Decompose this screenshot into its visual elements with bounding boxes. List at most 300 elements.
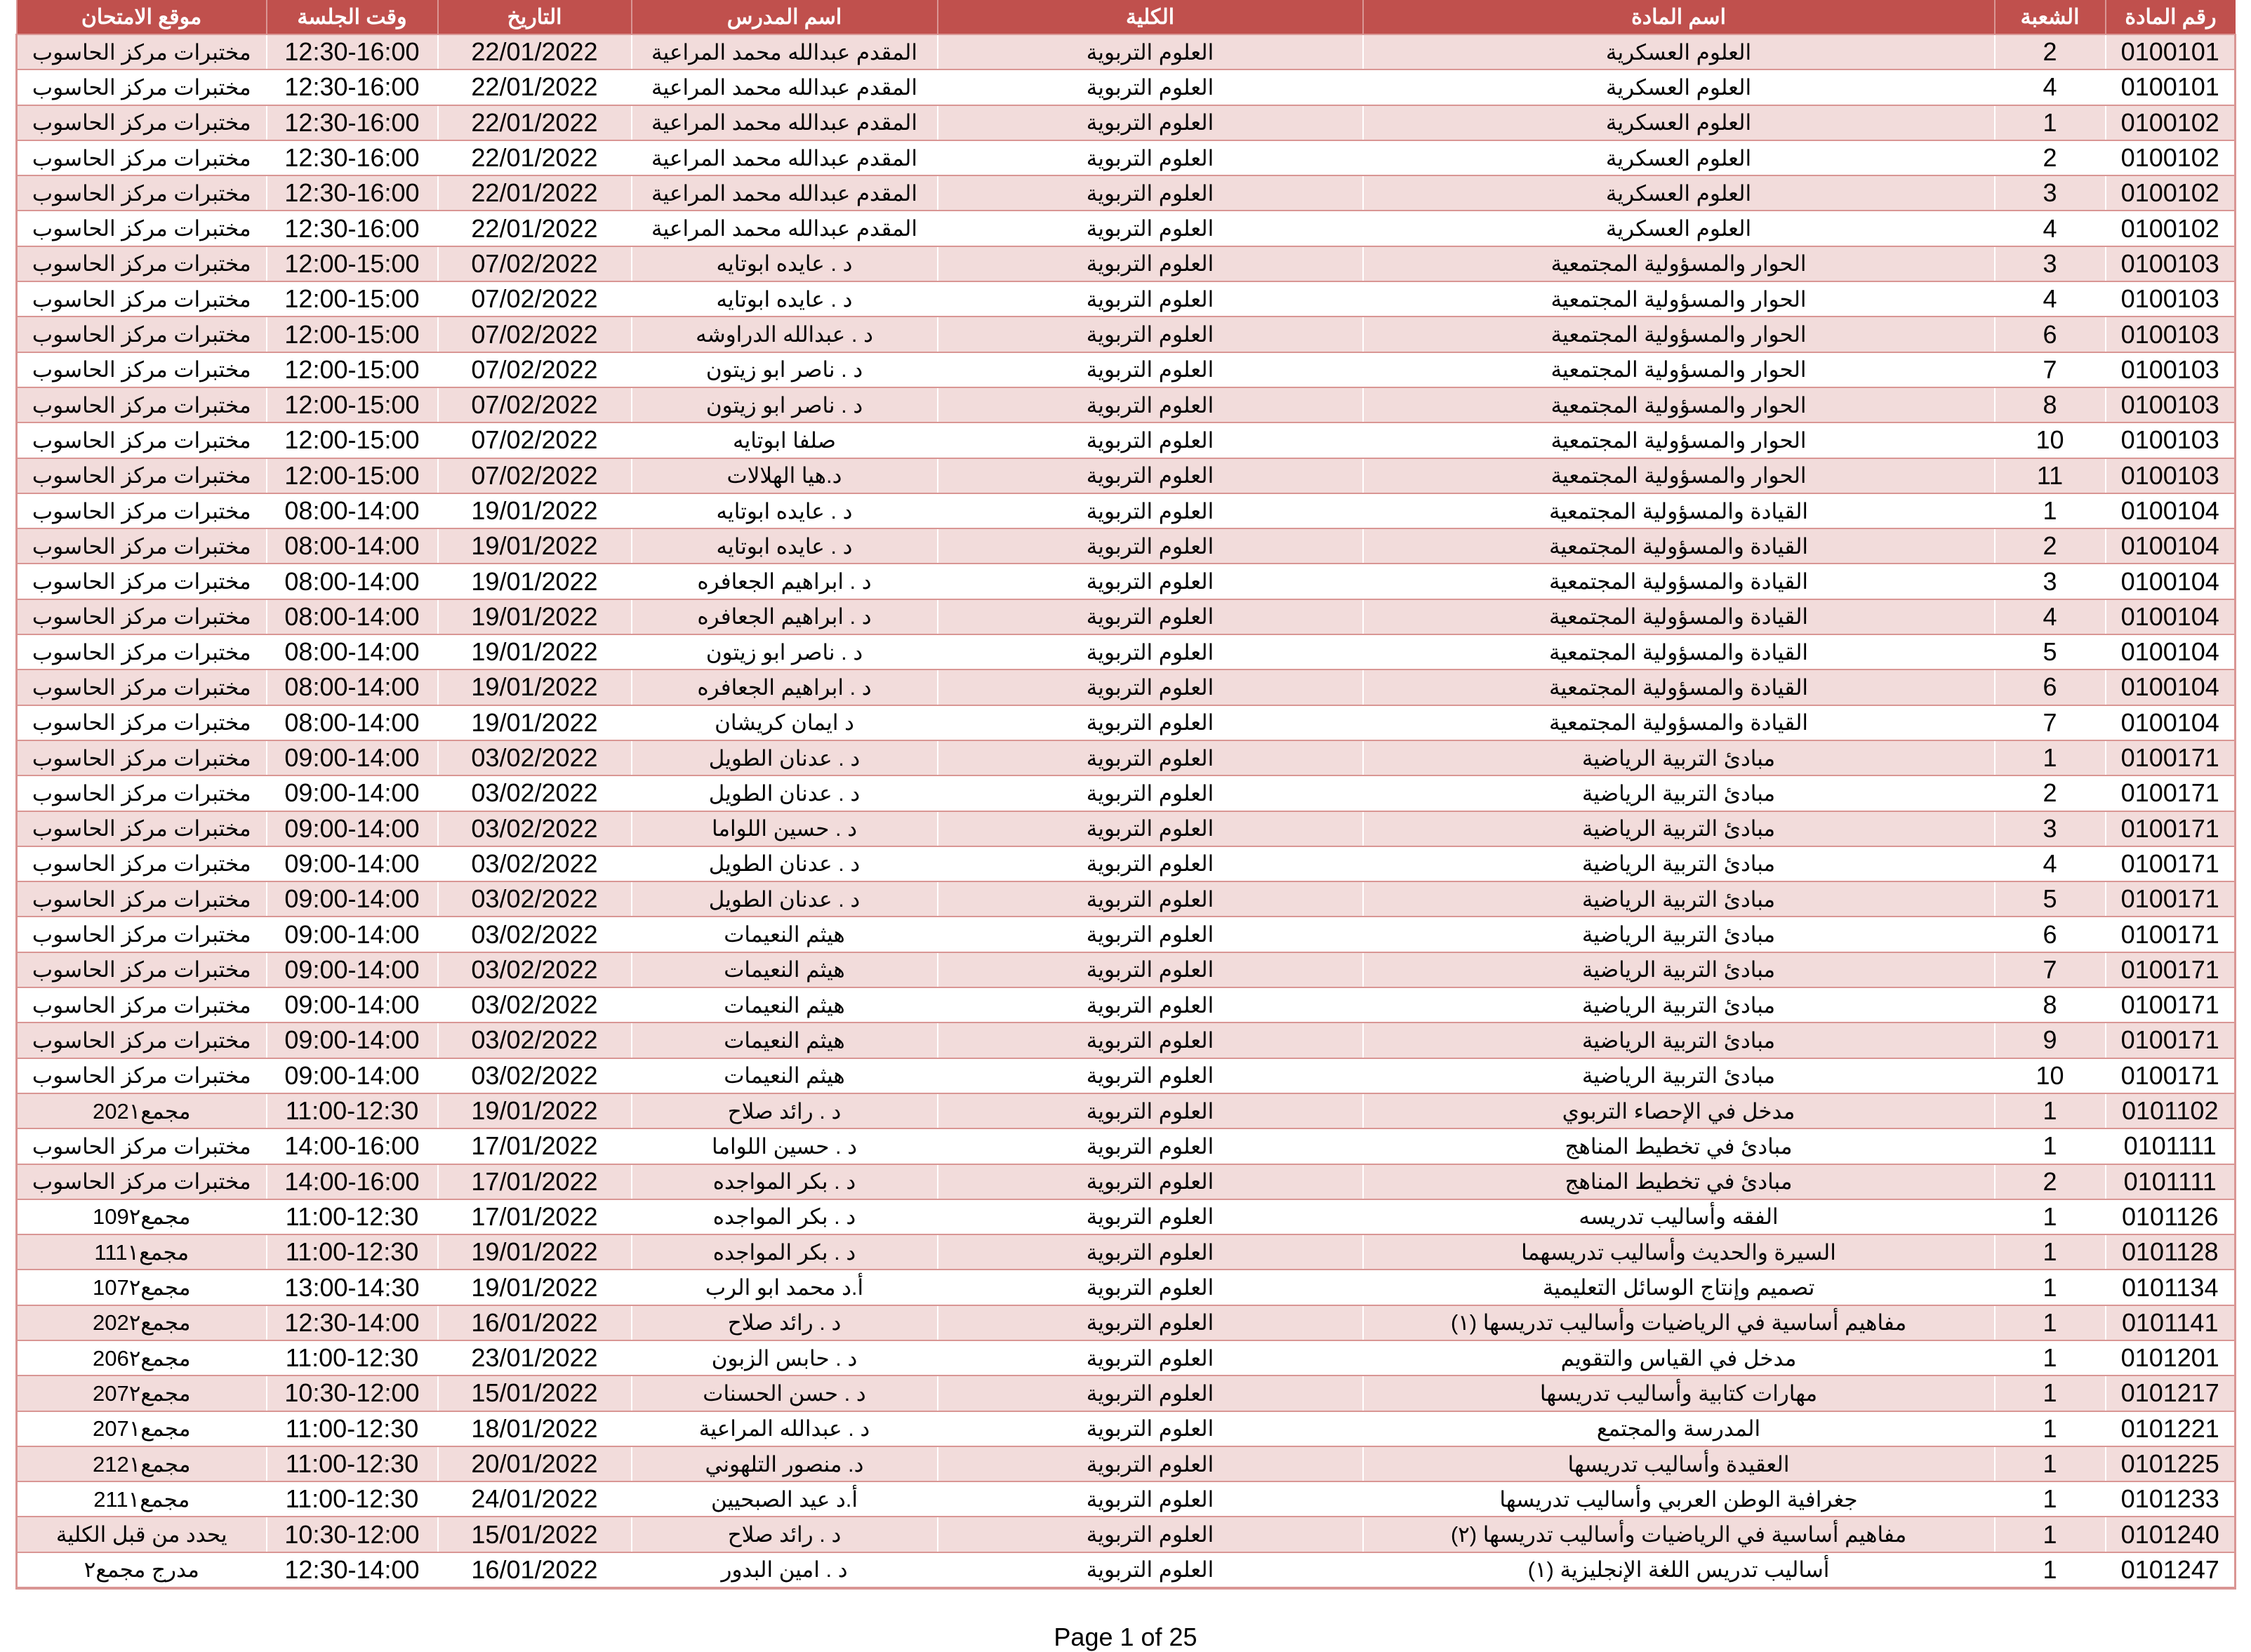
header-row — [17, 0, 2236, 34]
table-row — [17, 564, 2236, 599]
cell-code: 0101128 — [2106, 1234, 2236, 1270]
table-row — [17, 105, 2236, 140]
table-body — [17, 34, 2236, 1588]
cell-teacher: المقدم عبدالله محمد المراعية — [632, 211, 938, 246]
cell-location: مختبرات مركز الحاسوب — [17, 846, 267, 881]
cell-date: 07/02/2022 — [438, 422, 632, 458]
cell-date: 22/01/2022 — [438, 175, 632, 211]
table-row — [17, 1128, 2236, 1164]
cell-subject: مبادئ التربية الرياضية — [1363, 917, 1995, 952]
cell-college: العلوم التربوية — [938, 740, 1363, 775]
cell-section: 7 — [1995, 952, 2106, 987]
cell-section: 1 — [1995, 1552, 2106, 1588]
cell-college: العلوم التربوية — [938, 1270, 1363, 1305]
cell-date: 24/01/2022 — [438, 1481, 632, 1517]
cell-teacher: صلفا ابوتايه — [632, 422, 938, 458]
cell-location: مختبرات مركز الحاسوب — [17, 105, 267, 140]
cell-college: العلوم التربوية — [938, 140, 1363, 175]
cell-time: 11:00-12:30 — [267, 1340, 438, 1375]
cell-subject: الحوار والمسؤولية المجتمعية — [1363, 352, 1995, 387]
cell-college: العلوم التربوية — [938, 1128, 1363, 1164]
cell-code: 0101111 — [2106, 1164, 2236, 1199]
header-subject: اسم المادة — [1363, 0, 1995, 34]
cell-college: العلوم التربوية — [938, 1058, 1363, 1093]
cell-time: 12:00-15:00 — [267, 281, 438, 317]
cell-code: 0101134 — [2106, 1270, 2236, 1305]
cell-subject: جغرافية الوطن العربي وأساليب تدريسها — [1363, 1481, 1995, 1517]
cell-date: 19/01/2022 — [438, 634, 632, 670]
cell-time: 11:00-12:30 — [267, 1411, 438, 1446]
cell-code: 0101225 — [2106, 1446, 2236, 1481]
cell-code: 0100104 — [2106, 528, 2236, 564]
table-row — [17, 1058, 2236, 1093]
cell-code: 0100101 — [2106, 34, 2236, 69]
cell-college: العلوم التربوية — [938, 528, 1363, 564]
cell-date: 03/02/2022 — [438, 846, 632, 881]
cell-date: 07/02/2022 — [438, 352, 632, 387]
table-row — [17, 69, 2236, 105]
cell-college: العلوم التربوية — [938, 599, 1363, 634]
cell-location: 202مجمع١ — [17, 1093, 267, 1128]
cell-subject: مدخل في القياس والتقويم — [1363, 1340, 1995, 1375]
table-row — [17, 458, 2236, 493]
cell-location: مختبرات مركز الحاسوب — [17, 670, 267, 705]
cell-subject: مبادئ التربية الرياضية — [1363, 846, 1995, 881]
cell-subject: مبادئ التربية الرياضية — [1363, 881, 1995, 917]
cell-section: 1 — [1995, 1517, 2106, 1552]
cell-college: العلوم التربوية — [938, 1199, 1363, 1234]
cell-college: العلوم التربوية — [938, 564, 1363, 599]
cell-college: العلوم التربوية — [938, 917, 1363, 952]
cell-code: 0100103 — [2106, 422, 2236, 458]
cell-college: العلوم التربوية — [938, 811, 1363, 846]
cell-code: 0100103 — [2106, 246, 2236, 281]
table-row — [17, 775, 2236, 811]
cell-date: 03/02/2022 — [438, 811, 632, 846]
cell-location: مختبرات مركز الحاسوب — [17, 917, 267, 952]
cell-college: العلوم التربوية — [938, 211, 1363, 246]
table-row — [17, 317, 2236, 352]
table-row — [17, 493, 2236, 528]
cell-location: 211مجمع١ — [17, 1481, 267, 1517]
cell-college: العلوم التربوية — [938, 1022, 1363, 1058]
cell-date: 07/02/2022 — [438, 281, 632, 317]
cell-subject: مبادئ التربية الرياضية — [1363, 1058, 1995, 1093]
cell-section: 1 — [1995, 493, 2106, 528]
table-row — [17, 881, 2236, 917]
cell-section: 1 — [1995, 740, 2106, 775]
cell-section: 6 — [1995, 670, 2106, 705]
table-row — [17, 1234, 2236, 1270]
cell-code: 0100171 — [2106, 987, 2236, 1022]
cell-subject: تصميم وإنتاج الوسائل التعليمية — [1363, 1270, 1995, 1305]
cell-subject: مهارات كتابية وأساليب تدريسها — [1363, 1375, 1995, 1411]
cell-date: 17/01/2022 — [438, 1164, 632, 1199]
table-row — [17, 599, 2236, 634]
cell-date: 19/01/2022 — [438, 1093, 632, 1128]
cell-location: مختبرات مركز الحاسوب — [17, 1128, 267, 1164]
cell-time: 12:30-14:00 — [267, 1305, 438, 1340]
cell-location: مختبرات مركز الحاسوب — [17, 458, 267, 493]
cell-subject: الحوار والمسؤولية المجتمعية — [1363, 281, 1995, 317]
cell-code: 0100102 — [2106, 105, 2236, 140]
table-row — [17, 1446, 2236, 1481]
cell-code: 0100102 — [2106, 211, 2236, 246]
cell-time: 08:00-14:00 — [267, 705, 438, 740]
cell-code: 0100104 — [2106, 599, 2236, 634]
cell-section: 4 — [1995, 599, 2106, 634]
cell-teacher: هيثم النعيمات — [632, 1022, 938, 1058]
table-row — [17, 811, 2236, 846]
cell-section: 3 — [1995, 246, 2106, 281]
cell-teacher: د . ابراهيم الجعافره — [632, 670, 938, 705]
table-row — [17, 528, 2236, 564]
cell-location: مختبرات مركز الحاسوب — [17, 528, 267, 564]
cell-section: 9 — [1995, 1022, 2106, 1058]
cell-time: 09:00-14:00 — [267, 987, 438, 1022]
cell-date: 22/01/2022 — [438, 105, 632, 140]
cell-date: 16/01/2022 — [438, 1552, 632, 1588]
cell-subject: مفاهيم أساسية في الرياضيات وأساليب تدريسها (٢) — [1363, 1517, 1995, 1552]
table-row — [17, 705, 2236, 740]
cell-date: 03/02/2022 — [438, 952, 632, 987]
cell-time: 12:00-15:00 — [267, 352, 438, 387]
cell-subject: العلوم العسكرية — [1363, 211, 1995, 246]
cell-subject: الفقه وأساليب تدريسه — [1363, 1199, 1995, 1234]
cell-time: 12:00-15:00 — [267, 387, 438, 422]
header-time: وقت الجلسة — [267, 0, 438, 34]
cell-section: 10 — [1995, 422, 2106, 458]
cell-time: 09:00-14:00 — [267, 846, 438, 881]
cell-teacher: المقدم عبدالله محمد المراعية — [632, 175, 938, 211]
header-college: الكلية — [938, 0, 1363, 34]
cell-time: 09:00-14:00 — [267, 740, 438, 775]
cell-college: العلوم التربوية — [938, 987, 1363, 1022]
cell-teacher: د.هيا الهلالات — [632, 458, 938, 493]
cell-time: 12:30-16:00 — [267, 211, 438, 246]
cell-code: 0100171 — [2106, 952, 2236, 987]
cell-code: 0100104 — [2106, 493, 2236, 528]
header-section: الشعبة — [1995, 0, 2106, 34]
cell-section: 7 — [1995, 705, 2106, 740]
cell-time: 12:00-15:00 — [267, 317, 438, 352]
table-row — [17, 1270, 2236, 1305]
cell-location: مختبرات مركز الحاسوب — [17, 952, 267, 987]
cell-college: العلوم التربوية — [938, 881, 1363, 917]
cell-college: العلوم التربوية — [938, 352, 1363, 387]
cell-time: 11:00-12:30 — [267, 1234, 438, 1270]
header-code: رقم المادة — [2106, 0, 2236, 34]
cell-location: مختبرات مركز الحاسوب — [17, 599, 267, 634]
cell-section: 5 — [1995, 634, 2106, 670]
cell-college: العلوم التربوية — [938, 846, 1363, 881]
cell-teacher: د ايمان كريشان — [632, 705, 938, 740]
cell-teacher: هيثم النعيمات — [632, 952, 938, 987]
cell-date: 07/02/2022 — [438, 387, 632, 422]
cell-section: 8 — [1995, 987, 2106, 1022]
cell-date: 03/02/2022 — [438, 881, 632, 917]
cell-college: العلوم التربوية — [938, 1552, 1363, 1588]
cell-date: 19/01/2022 — [438, 705, 632, 740]
cell-teacher: د . عدنان الطويل — [632, 881, 938, 917]
cell-subject: أساليب تدريس اللغة الإنجليزية (١) — [1363, 1552, 1995, 1588]
cell-subject: مبادئ التربية الرياضية — [1363, 775, 1995, 811]
cell-subject: مدخل في الإحصاء التربوي — [1363, 1093, 1995, 1128]
cell-section: 8 — [1995, 387, 2106, 422]
cell-subject: المدرسة والمجتمع — [1363, 1411, 1995, 1446]
cell-college: العلوم التربوية — [938, 69, 1363, 105]
cell-date: 03/02/2022 — [438, 917, 632, 952]
header-location: موقع الامتحان — [17, 0, 267, 34]
cell-code: 0101201 — [2106, 1340, 2236, 1375]
cell-section: 1 — [1995, 1305, 2106, 1340]
cell-college: العلوم التربوية — [938, 281, 1363, 317]
cell-location: مختبرات مركز الحاسوب — [17, 140, 267, 175]
cell-date: 17/01/2022 — [438, 1128, 632, 1164]
cell-subject: العلوم العسكرية — [1363, 140, 1995, 175]
cell-location: مختبرات مركز الحاسوب — [17, 69, 267, 105]
cell-teacher: المقدم عبدالله محمد المراعية — [632, 140, 938, 175]
cell-subject: مبادئ التربية الرياضية — [1363, 1022, 1995, 1058]
cell-section: 3 — [1995, 811, 2106, 846]
cell-subject: القيادة والمسؤولية المجتمعية — [1363, 493, 1995, 528]
cell-section: 1 — [1995, 1340, 2106, 1375]
cell-section: 1 — [1995, 1481, 2106, 1517]
cell-location: مختبرات مركز الحاسوب — [17, 211, 267, 246]
cell-time: 09:00-14:00 — [267, 775, 438, 811]
cell-date: 17/01/2022 — [438, 1199, 632, 1234]
cell-code: 0101240 — [2106, 1517, 2236, 1552]
table-row — [17, 952, 2236, 987]
cell-section: 6 — [1995, 917, 2106, 952]
cell-date: 19/01/2022 — [438, 1234, 632, 1270]
cell-teacher: د . ناصر ابو زيتون — [632, 352, 938, 387]
table-row — [17, 740, 2236, 775]
table-row — [17, 387, 2236, 422]
table-row — [17, 1305, 2236, 1340]
cell-date: 07/02/2022 — [438, 458, 632, 493]
cell-section: 10 — [1995, 1058, 2106, 1093]
cell-time: 12:30-14:00 — [267, 1552, 438, 1588]
cell-section: 4 — [1995, 846, 2106, 881]
cell-subject: العلوم العسكرية — [1363, 34, 1995, 69]
cell-date: 07/02/2022 — [438, 317, 632, 352]
table-row — [17, 1375, 2236, 1411]
cell-college: العلوم التربوية — [938, 1093, 1363, 1128]
cell-location: مختبرات مركز الحاسوب — [17, 634, 267, 670]
cell-date: 22/01/2022 — [438, 34, 632, 69]
cell-time: 12:30-16:00 — [267, 175, 438, 211]
cell-college: العلوم التربوية — [938, 458, 1363, 493]
cell-code: 0101217 — [2106, 1375, 2236, 1411]
cell-code: 0100171 — [2106, 846, 2236, 881]
cell-location: 202مجمع٢ — [17, 1305, 267, 1340]
cell-college: العلوم التربوية — [938, 705, 1363, 740]
cell-college: العلوم التربوية — [938, 1340, 1363, 1375]
cell-time: 12:30-16:00 — [267, 105, 438, 140]
cell-date: 18/01/2022 — [438, 1411, 632, 1446]
cell-college: العلوم التربوية — [938, 1517, 1363, 1552]
cell-time: 14:00-16:00 — [267, 1164, 438, 1199]
exam-schedule-table — [15, 0, 2236, 1590]
cell-code: 0100103 — [2106, 352, 2236, 387]
cell-code: 0100102 — [2106, 140, 2236, 175]
cell-code: 0100171 — [2106, 1058, 2236, 1093]
cell-college: العلوم التربوية — [938, 952, 1363, 987]
cell-date: 19/01/2022 — [438, 670, 632, 705]
table-row — [17, 1411, 2236, 1446]
cell-code: 0100171 — [2106, 740, 2236, 775]
cell-teacher: د . عايده ابوتايه — [632, 493, 938, 528]
cell-time: 11:00-12:30 — [267, 1093, 438, 1128]
cell-location: مختبرات مركز الحاسوب — [17, 34, 267, 69]
cell-location: مختبرات مركز الحاسوب — [17, 987, 267, 1022]
cell-teacher: د. منصور التلهوني — [632, 1446, 938, 1481]
cell-teacher: د . عبدالله الدراوشه — [632, 317, 938, 352]
cell-date: 15/01/2022 — [438, 1375, 632, 1411]
cell-teacher: د . رائد صلاح — [632, 1305, 938, 1340]
cell-code: 0100171 — [2106, 811, 2236, 846]
cell-location: مختبرات مركز الحاسوب — [17, 493, 267, 528]
cell-section: 1 — [1995, 1270, 2106, 1305]
cell-subject: مبادئ في تخطيط المناهج — [1363, 1164, 1995, 1199]
cell-subject: العقيدة وأساليب تدريسها — [1363, 1446, 1995, 1481]
cell-teacher: د . عدنان الطويل — [632, 740, 938, 775]
cell-date: 03/02/2022 — [438, 740, 632, 775]
cell-location: 107مجمع٢ — [17, 1270, 267, 1305]
cell-teacher: د . عدنان الطويل — [632, 846, 938, 881]
cell-subject: الحوار والمسؤولية المجتمعية — [1363, 422, 1995, 458]
cell-subject: العلوم العسكرية — [1363, 105, 1995, 140]
cell-section: 6 — [1995, 317, 2106, 352]
cell-college: العلوم التربوية — [938, 634, 1363, 670]
cell-location: مختبرات مركز الحاسوب — [17, 246, 267, 281]
cell-teacher: د . حابس الزبون — [632, 1340, 938, 1375]
cell-date: 22/01/2022 — [438, 211, 632, 246]
table-row — [17, 281, 2236, 317]
cell-location: 207مجمع١ — [17, 1411, 267, 1446]
cell-teacher: هيثم النعيمات — [632, 1058, 938, 1093]
cell-location: مختبرات مركز الحاسوب — [17, 387, 267, 422]
cell-location: 109مجمع٢ — [17, 1199, 267, 1234]
cell-section: 1 — [1995, 1093, 2106, 1128]
cell-section: 3 — [1995, 175, 2106, 211]
cell-teacher: د . عدنان الطويل — [632, 775, 938, 811]
cell-subject: القيادة والمسؤولية المجتمعية — [1363, 634, 1995, 670]
cell-college: العلوم التربوية — [938, 387, 1363, 422]
cell-subject: مبادئ في تخطيط المناهج — [1363, 1128, 1995, 1164]
table-row — [17, 211, 2236, 246]
table-row — [17, 246, 2236, 281]
page-number: Page 1 of 25 — [1054, 1623, 1197, 1651]
cell-time: 08:00-14:00 — [267, 599, 438, 634]
cell-code: 0101102 — [2106, 1093, 2236, 1128]
cell-time: 12:00-15:00 — [267, 246, 438, 281]
cell-date: 03/02/2022 — [438, 1058, 632, 1093]
cell-code: 0101233 — [2106, 1481, 2236, 1517]
cell-college: العلوم التربوية — [938, 175, 1363, 211]
cell-date: 19/01/2022 — [438, 564, 632, 599]
cell-code: 0100104 — [2106, 564, 2236, 599]
cell-time: 13:00-14:30 — [267, 1270, 438, 1305]
cell-date: 19/01/2022 — [438, 1270, 632, 1305]
cell-time: 08:00-14:00 — [267, 564, 438, 599]
cell-code: 0100104 — [2106, 670, 2236, 705]
header-teacher: اسم المدرس — [632, 0, 938, 34]
cell-time: 12:30-16:00 — [267, 34, 438, 69]
table-row — [17, 422, 2236, 458]
table-row — [17, 987, 2236, 1022]
cell-time: 09:00-14:00 — [267, 917, 438, 952]
cell-code: 0101221 — [2106, 1411, 2236, 1446]
table-row — [17, 175, 2236, 211]
cell-teacher: أ.د عيد الصبحيين — [632, 1481, 938, 1517]
table-row — [17, 34, 2236, 69]
cell-subject: الحوار والمسؤولية المجتمعية — [1363, 317, 1995, 352]
cell-location: مختبرات مركز الحاسوب — [17, 281, 267, 317]
cell-subject: مبادئ التربية الرياضية — [1363, 987, 1995, 1022]
cell-time: 11:00-12:30 — [267, 1481, 438, 1517]
cell-teacher: د . امين البدور — [632, 1552, 938, 1588]
cell-date: 15/01/2022 — [438, 1517, 632, 1552]
cell-teacher: د . ناصر ابو زيتون — [632, 634, 938, 670]
cell-time: 08:00-14:00 — [267, 493, 438, 528]
cell-college: العلوم التربوية — [938, 317, 1363, 352]
cell-date: 19/01/2022 — [438, 493, 632, 528]
table-row — [17, 1340, 2236, 1375]
cell-teacher: المقدم عبدالله محمد المراعية — [632, 34, 938, 69]
cell-location: 207مجمع٢ — [17, 1375, 267, 1411]
cell-code: 0100171 — [2106, 917, 2236, 952]
cell-code: 0100103 — [2106, 317, 2236, 352]
cell-date: 22/01/2022 — [438, 140, 632, 175]
cell-subject: الحوار والمسؤولية المجتمعية — [1363, 246, 1995, 281]
cell-subject: مبادئ التربية الرياضية — [1363, 811, 1995, 846]
cell-subject: القيادة والمسؤولية المجتمعية — [1363, 599, 1995, 634]
table-row — [17, 1164, 2236, 1199]
cell-subject: مبادئ التربية الرياضية — [1363, 740, 1995, 775]
table-row — [17, 917, 2236, 952]
cell-time: 08:00-14:00 — [267, 528, 438, 564]
table-row — [17, 1517, 2236, 1552]
cell-code: 0100171 — [2106, 881, 2236, 917]
cell-time: 09:00-14:00 — [267, 952, 438, 987]
cell-code: 0100104 — [2106, 705, 2236, 740]
cell-teacher: د . رائد صلاح — [632, 1517, 938, 1552]
cell-date: 19/01/2022 — [438, 528, 632, 564]
cell-college: العلوم التربوية — [938, 670, 1363, 705]
cell-time: 08:00-14:00 — [267, 670, 438, 705]
cell-date: 19/01/2022 — [438, 599, 632, 634]
cell-date: 20/01/2022 — [438, 1446, 632, 1481]
cell-subject: القيادة والمسؤولية المجتمعية — [1363, 670, 1995, 705]
cell-section: 2 — [1995, 1164, 2106, 1199]
table-row — [17, 1199, 2236, 1234]
cell-location: مختبرات مركز الحاسوب — [17, 175, 267, 211]
cell-time: 09:00-14:00 — [267, 1022, 438, 1058]
table-row — [17, 1022, 2236, 1058]
cell-date: 22/01/2022 — [438, 69, 632, 105]
cell-section: 5 — [1995, 881, 2106, 917]
header-date: التاريخ — [438, 0, 632, 34]
cell-college: العلوم التربوية — [938, 1446, 1363, 1481]
table-row — [17, 670, 2236, 705]
cell-teacher: د . حسين اللواما — [632, 1128, 938, 1164]
cell-section: 1 — [1995, 1234, 2106, 1270]
cell-teacher: هيثم النعيمات — [632, 917, 938, 952]
cell-code: 0100103 — [2106, 281, 2236, 317]
cell-section: 1 — [1995, 105, 2106, 140]
